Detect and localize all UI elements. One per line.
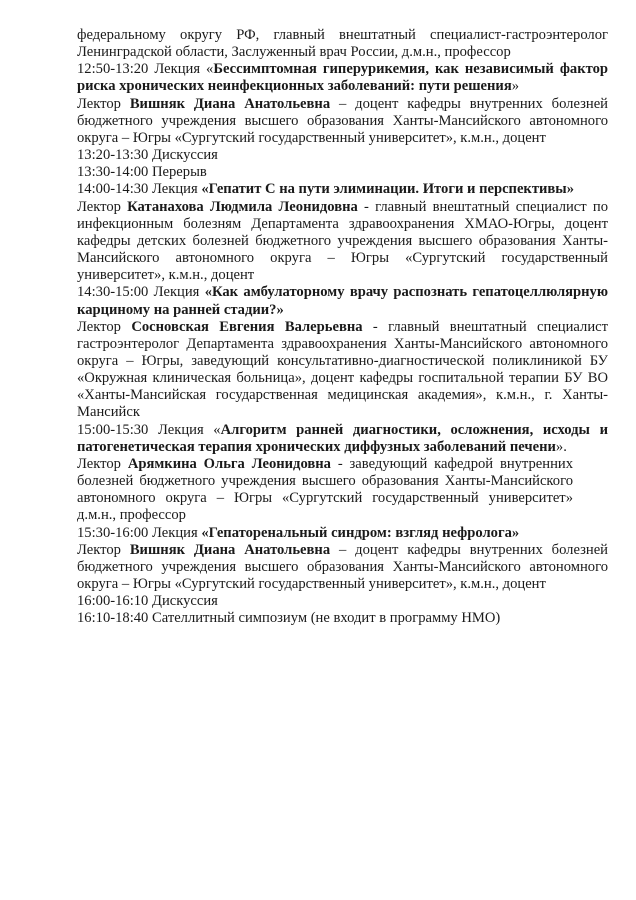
bold-text: Сосновская Евгения Валерьевна [131,318,363,335]
bold-text: Катанахова Людмила Леонидовна [127,198,358,215]
text: 14:00-14:30 Лекция [77,181,202,198]
text: – доцент кафедры внутренних болезней бюджетного учреждения высшего образования Ханты-Мансийского автономного округа – Югры «Сургутский государственный университет», к.м.н., доцент [77,541,608,592]
bold-text: Арямкина Ольга Леонидовна [127,455,331,472]
program-paragraph [77,199,608,285]
document-page [77,27,608,627]
text: 15:30-16:00 Лекция [77,524,202,541]
text: - главный внештатный специалист по инфекционным болезням Департамента здравоохранения ХМАО-Югры, доцент кафедры детских болезней бюджетного учреждения высшего образования Ханты-Мансийского автономного округа – Югры «Сургутский государственный университет», к.м.н., доцент [77,198,608,284]
text: 12:50-13:20 Лекция « [77,61,214,78]
bold-text: Вишняк Диана Анатольевна [129,95,331,112]
program-paragraph [77,593,608,610]
program-paragraph [77,456,573,525]
bold-text: «Как амбулаторному врачу распознать гепатоцеллюлярную карциному на ранней стадии?» [77,284,608,318]
text: » [511,78,520,95]
program-paragraph [77,27,608,61]
text: 16:10-18:40 Сателлитный симпозиум (не входит в программу НМО) [77,610,501,627]
bold-text: «Гепаторенальный синдром: взгляд нефролога» [201,524,520,541]
text: Лектор [77,541,130,558]
text: 13:30-14:00 Перерыв [77,164,207,181]
program-paragraph [77,284,608,318]
text: 13:20-13:30 Дискуссия [77,147,218,164]
text: - главный внештатный специалист гастроэнтеролог Департамента здравоохранения Ханты-Мансийского автономного округа – Югры, заведующий консультативно-диагностической поликлиникой БУ «Окружная клиническая больница», доцент кафедры госпитальной терапии БУ ВО «Ханты-Мансийская государственная медицинская академия», к.м.н., г. Ханты-Мансийск [77,318,608,421]
text: – доцент кафедры внутренних болезней бюджетного учреждения высшего образования Ханты-Мансийского автономного округа – Югры «Сургутский государственный университет», к.м.н., доцент [77,95,608,146]
text: 14:30-15:00 Лекция [77,284,205,301]
program-paragraph [77,96,608,147]
program-paragraph [77,610,608,627]
text: федеральному округу РФ, главный внештатный специалист-гастроэнтеролог Ленинградской области, Заслуженный врач России, д.м.н., профессор [77,27,608,61]
program-paragraph [77,61,608,95]
program-paragraph [77,422,608,456]
text: Лектор [77,198,128,215]
program-paragraph [77,542,608,593]
bold-text: Бессимптомная гиперурикемия, как независимый фактор риска хронических неинфекционных заболеваний: пути решения [77,61,609,95]
bold-text: Вишняк Диана Анатольевна [129,541,331,558]
program-paragraph [77,164,608,181]
program-paragraph [77,525,608,542]
text: Лектор [77,95,130,112]
text: ». [555,438,567,455]
program-paragraph [77,181,608,198]
bold-text: «Гепатит С на пути элиминации. Итоги и перспективы» [201,181,574,198]
bold-text: Алгоритм ранней диагностики, осложнения, исходы и патогенетическая терапия хронических диффузных заболеваний печени [77,421,608,455]
text: 15:00-15:30 Лекция « [77,421,221,438]
program-paragraph [77,319,608,422]
text: Лектор [77,455,128,472]
text: - заведующий кафедрой внутренних болезней бюджетного учреждения высшего образования Ханты-Мансийского автономного округа – Югры «Сургутский государственный университет» д.м.н., профессор [77,455,573,524]
program-paragraph [77,147,608,164]
text: 16:00-16:10 Дискуссия [77,593,218,610]
text: Лектор [77,318,132,335]
